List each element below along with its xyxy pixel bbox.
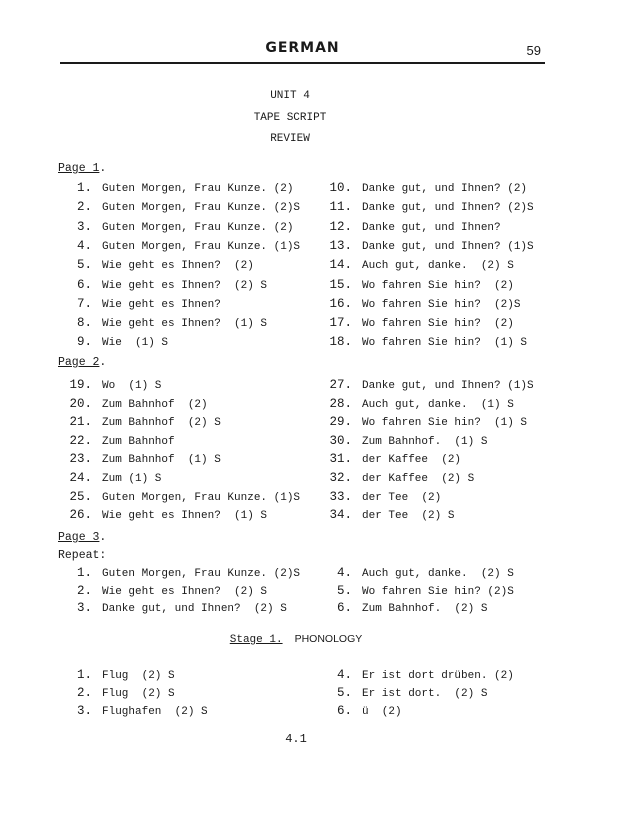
item-text: der Kaffee (2) S bbox=[362, 473, 475, 485]
list-item bbox=[322, 508, 454, 522]
item-text: Auch gut, danke. (1) S bbox=[362, 398, 514, 411]
list-item bbox=[322, 452, 461, 466]
item-text: Flughafen (2) S bbox=[102, 706, 208, 719]
item-number: 2. bbox=[76, 200, 92, 215]
repeat-label: Repeat: bbox=[58, 549, 107, 562]
item-number: 13. bbox=[329, 238, 352, 253]
item-number: 1. bbox=[76, 181, 92, 195]
page-number: 59 bbox=[526, 43, 541, 58]
item-number: 28. bbox=[329, 396, 352, 411]
item-number: 20. bbox=[69, 396, 92, 411]
item-text: Wie geht es Ihnen? (1) S bbox=[102, 318, 268, 331]
item-text: Wo fahren Sie hin? (2) bbox=[362, 279, 514, 292]
item-text: Zum Bahnhof (1) S bbox=[102, 454, 221, 467]
item-text: Guten Morgen, Frau Kunze. (2)S bbox=[102, 202, 301, 215]
list-item bbox=[322, 258, 514, 272]
item-text: Wo fahren Sie hin? (2)S bbox=[362, 585, 514, 598]
item-number: 29. bbox=[329, 415, 352, 430]
list-item bbox=[322, 668, 514, 682]
item-number: 6. bbox=[336, 704, 352, 719]
list-item bbox=[62, 397, 208, 411]
list-item bbox=[62, 584, 267, 598]
list-item bbox=[322, 490, 441, 504]
item-text: der Tee (2) S bbox=[362, 510, 455, 523]
item-text: Auch gut, danke. (2) S bbox=[362, 568, 514, 580]
list-item bbox=[62, 452, 221, 466]
item-number: 34. bbox=[329, 508, 352, 523]
item-text: ü (2) bbox=[362, 706, 402, 719]
item-text: Danke gut, und Ihnen? (2)S bbox=[362, 202, 534, 215]
stage1-heading bbox=[0, 633, 592, 646]
item-number: 7. bbox=[76, 296, 92, 311]
list-item bbox=[322, 239, 534, 253]
page1-label: Page 1. bbox=[58, 162, 107, 175]
list-item bbox=[62, 239, 300, 253]
list-item bbox=[62, 434, 175, 448]
item-number: 21. bbox=[69, 415, 92, 430]
item-number: 16. bbox=[329, 296, 352, 311]
list-item bbox=[62, 508, 267, 522]
item-text: Wo fahren Sie hin? (2) bbox=[362, 318, 514, 331]
list-item bbox=[322, 566, 514, 580]
item-text: Guten Morgen, Frau Kunze. (2) bbox=[102, 221, 294, 234]
list-item bbox=[62, 566, 300, 580]
list-item bbox=[322, 220, 501, 234]
item-number: 1. bbox=[76, 566, 92, 580]
item-text: Wie geht es Ihnen? (2) bbox=[102, 260, 254, 273]
list-item bbox=[322, 181, 527, 195]
item-number: 9. bbox=[76, 335, 92, 350]
item-text: Zum Bahnhof. (2) S bbox=[362, 603, 488, 616]
list-item bbox=[62, 316, 267, 330]
item-text: Wie (1) S bbox=[102, 337, 169, 350]
item-number: 18. bbox=[329, 335, 352, 350]
item-text: Wo fahren Sie hin? (1) S bbox=[362, 417, 528, 430]
item-text: Auch gut, danke. (2) S bbox=[362, 260, 514, 273]
item-number: 5. bbox=[336, 686, 352, 701]
item-number: 8. bbox=[76, 316, 92, 331]
item-number: 2. bbox=[76, 583, 92, 598]
item-number: 33. bbox=[329, 489, 352, 504]
item-text: Flug (2) S bbox=[102, 688, 175, 701]
item-text: Zum Bahnhof bbox=[102, 435, 175, 448]
item-text: Flug (2) S bbox=[102, 670, 175, 682]
item-number: 2. bbox=[76, 686, 92, 701]
header-title: GERMAN bbox=[265, 40, 340, 56]
item-text: Wie geht es Ihnen? (2) S bbox=[102, 279, 268, 292]
list-item bbox=[322, 601, 487, 615]
list-item bbox=[62, 471, 161, 485]
item-number: 4. bbox=[336, 566, 352, 580]
list-item bbox=[322, 415, 527, 429]
page2-label: Page 2. bbox=[58, 356, 107, 369]
list-item bbox=[322, 335, 527, 349]
item-text: Danke gut, und Ihnen? (1)S bbox=[362, 240, 534, 253]
footer-page-ref: 4.1 bbox=[285, 732, 307, 746]
list-item bbox=[62, 686, 175, 700]
item-number: 12. bbox=[329, 219, 352, 234]
list-item bbox=[322, 704, 402, 718]
list-item bbox=[322, 278, 514, 292]
item-number: 5. bbox=[76, 258, 92, 273]
list-item bbox=[62, 601, 287, 615]
item-number: 4. bbox=[76, 238, 92, 253]
item-number: 1. bbox=[76, 668, 92, 682]
list-item bbox=[62, 335, 168, 349]
item-text: Wie geht es Ihnen? (1) S bbox=[102, 510, 268, 523]
list-item bbox=[322, 316, 514, 330]
item-number: 6. bbox=[76, 277, 92, 292]
list-item bbox=[62, 415, 221, 429]
item-text: Guten Morgen, Frau Kunze. (1)S bbox=[102, 240, 301, 253]
item-number: 19. bbox=[69, 378, 92, 392]
list-item bbox=[322, 397, 514, 411]
review-title: REVIEW bbox=[270, 133, 310, 145]
list-item bbox=[322, 686, 487, 700]
item-text: Er ist dort drüben. (2) bbox=[362, 670, 514, 682]
item-text: Danke gut, und Ihnen? (2) bbox=[362, 183, 528, 195]
item-number: 31. bbox=[329, 452, 352, 467]
item-number: 22. bbox=[69, 433, 92, 448]
item-text: Wie geht es Ihnen? bbox=[102, 298, 221, 311]
item-number: 32. bbox=[329, 471, 352, 485]
item-text: Wo (1) S bbox=[102, 380, 162, 392]
unit-title: UNIT 4 bbox=[270, 90, 310, 102]
item-number: 3. bbox=[76, 219, 92, 234]
page2-label-text: Page 2 bbox=[58, 356, 100, 369]
item-number: 10. bbox=[329, 181, 352, 195]
item-number: 26. bbox=[69, 508, 92, 523]
item-number: 5. bbox=[336, 583, 352, 598]
item-number: 17. bbox=[329, 316, 352, 331]
phonology-subtitle: PHONOLOGY bbox=[294, 633, 363, 645]
item-text: Danke gut, und Ihnen? bbox=[362, 221, 501, 234]
page3-label-text: Page 3 bbox=[58, 531, 100, 544]
item-text: Zum Bahnhof (2) bbox=[102, 398, 208, 411]
list-item bbox=[62, 378, 161, 392]
list-item bbox=[62, 181, 293, 195]
item-number: 23. bbox=[69, 452, 92, 467]
item-number: 25. bbox=[69, 489, 92, 504]
page3-label: Page 3. bbox=[58, 531, 107, 544]
list-item bbox=[322, 378, 534, 392]
list-item bbox=[322, 200, 534, 214]
list-item bbox=[322, 434, 487, 448]
item-text: Zum (1) S bbox=[102, 473, 162, 485]
list-item bbox=[62, 220, 293, 234]
item-text: Wo fahren Sie hin? (2)S bbox=[362, 298, 521, 311]
item-text: Danke gut, und Ihnen? (1)S bbox=[362, 380, 534, 392]
item-text: Zum Bahnhof. (1) S bbox=[362, 435, 488, 448]
item-number: 6. bbox=[336, 601, 352, 616]
item-number: 3. bbox=[76, 704, 92, 719]
item-text: Guten Morgen, Frau Kunze. (1)S bbox=[102, 491, 301, 504]
page-header bbox=[60, 40, 545, 64]
list-item bbox=[62, 200, 300, 214]
item-text: Zum Bahnhof (2) S bbox=[102, 417, 221, 430]
item-text: Guten Morgen, Frau Kunze. (2) bbox=[102, 183, 294, 195]
list-item bbox=[62, 668, 175, 682]
item-text: der Kaffee (2) bbox=[362, 454, 462, 467]
list-item bbox=[322, 297, 520, 311]
item-text: Danke gut, und Ihnen? (2) S bbox=[102, 603, 287, 616]
page1-label-text: Page 1 bbox=[58, 162, 100, 175]
item-number: 27. bbox=[329, 378, 352, 392]
list-item bbox=[62, 258, 254, 272]
stage1-label: Stage 1. bbox=[229, 634, 283, 646]
item-number: 3. bbox=[76, 601, 92, 616]
item-text: Guten Morgen, Frau Kunze. (2)S bbox=[102, 568, 301, 580]
list-item bbox=[322, 584, 514, 598]
list-item bbox=[322, 471, 474, 485]
list-item bbox=[62, 490, 300, 504]
item-number: 30. bbox=[329, 433, 352, 448]
item-text: Er ist dort. (2) S bbox=[362, 688, 488, 701]
item-number: 14. bbox=[329, 258, 352, 273]
item-text: Wie geht es Ihnen? (2) S bbox=[102, 585, 268, 598]
item-number: 4. bbox=[336, 668, 352, 682]
item-number: 24. bbox=[69, 471, 92, 485]
list-item bbox=[62, 278, 267, 292]
item-number: 11. bbox=[329, 200, 352, 215]
list-item bbox=[62, 297, 221, 311]
item-number: 15. bbox=[329, 277, 352, 292]
item-text: Wo fahren Sie hin? (1) S bbox=[362, 337, 528, 350]
item-text: der Tee (2) bbox=[362, 491, 442, 504]
list-item bbox=[62, 704, 208, 718]
tape-script-title: TAPE SCRIPT bbox=[253, 112, 327, 124]
